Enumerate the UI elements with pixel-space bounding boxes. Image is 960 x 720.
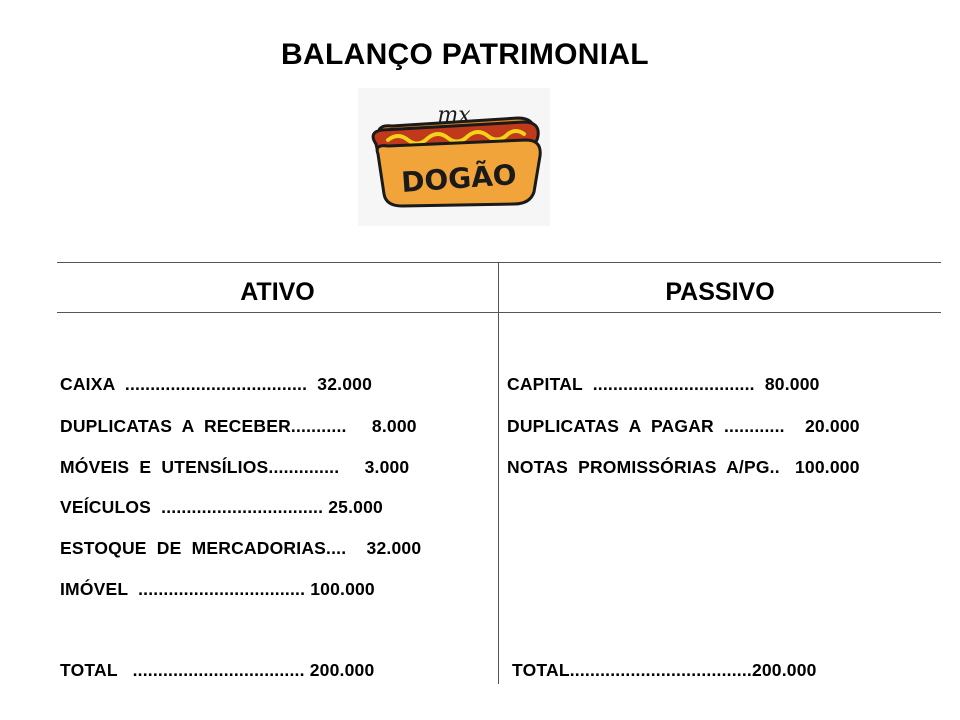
dogao-logo bbox=[358, 88, 550, 226]
ativo-item-imovel: IMÓVEL ................................. 100.000 bbox=[60, 579, 375, 599]
passivo-header: PASSIVO bbox=[665, 278, 775, 306]
ativo-item-duplicatas-receber: DUPLICATAS A RECEBER........... 8.000 bbox=[60, 416, 417, 436]
table-column-divider bbox=[498, 262, 499, 684]
passivo-item-capital: CAPITAL ................................ 80.000 bbox=[507, 374, 820, 394]
ativo-item-caixa: CAIXA .................................... 32.000 bbox=[60, 374, 373, 394]
ativo-item-moveis-utensilios: MÓVEIS E UTENSÍLIOS.............. 3.000 bbox=[60, 457, 410, 477]
logo-brand-text: DOGÃO bbox=[400, 158, 518, 199]
passivo-item-duplicatas-pagar: DUPLICATAS A PAGAR ............ 20.000 bbox=[507, 416, 860, 436]
table-header-rule bbox=[57, 312, 941, 313]
logo-script-text: mx bbox=[437, 103, 471, 128]
ativo-item-veiculos: VEÍCULOS ................................ 25.000 bbox=[60, 497, 383, 517]
page-title: BALANÇO PATRIMONIAL bbox=[281, 38, 649, 71]
passivo-total: TOTAL....................................200.000 bbox=[512, 660, 817, 680]
passivo-item-notas-promissorias: NOTAS PROMISSÓRIAS A/PG.. 100.000 bbox=[507, 457, 860, 477]
ativo-header: ATIVO bbox=[240, 278, 315, 306]
ativo-total: TOTAL .................................. 200.000 bbox=[60, 660, 375, 680]
table-top-rule bbox=[57, 262, 941, 263]
ativo-item-estoque: ESTOQUE DE MERCADORIAS.... 32.000 bbox=[60, 538, 422, 558]
hotdog-logo-image bbox=[358, 88, 550, 226]
